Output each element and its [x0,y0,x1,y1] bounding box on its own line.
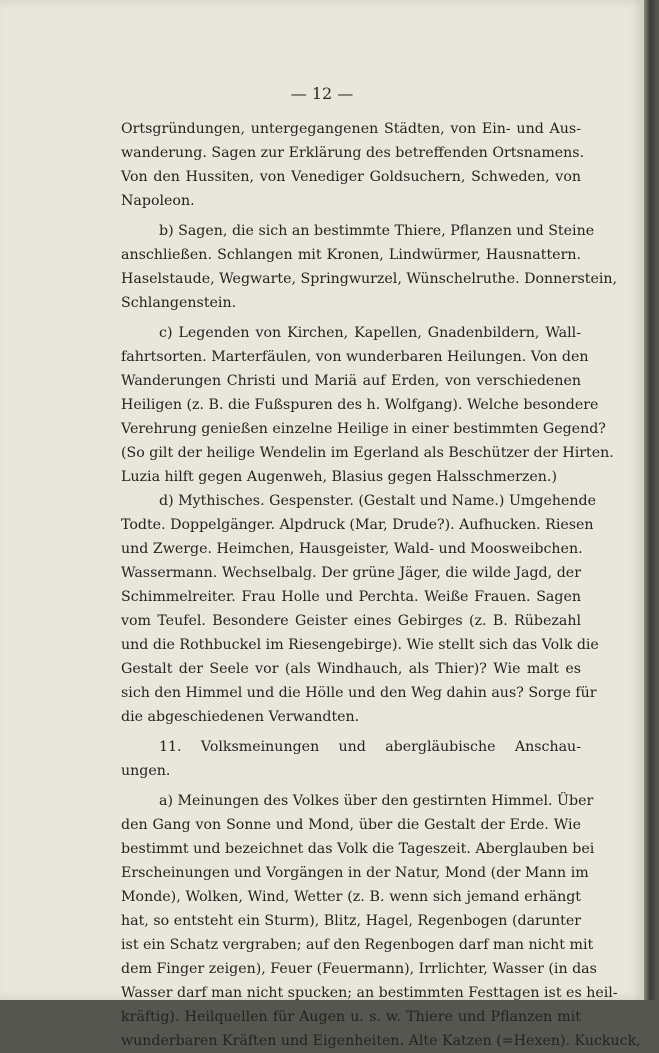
text-line: Schimmelreiter. Frau Holle und Perchta. Weiße Frauen. Sagen [121,589,581,605]
text-line: ungen. [121,763,171,779]
paragraph [121,219,618,315]
text-line: Luzia hilft gegen Augenweh, Blasius gegen Halsschmerzen.) [121,469,557,485]
text-line: hat, so entsteht ein Sturm), Blitz, Hagel, Regenbogen (darunter [121,913,581,929]
text-line: wanderung. Sagen zur Erklärung des betreffenden Ortsnamens. [121,145,585,161]
text-line: Monde), Wolken, Wind, Wetter (z. B. wenn sich jemand erhängt [121,889,581,905]
text-line: b) Sagen, die sich an bestimmte Thiere, Pflanzen und Steine [159,223,595,239]
text-line: Napoleon. [121,193,195,209]
text-line: Todte. Doppelgänger. Alpdruck (Mar, Drude?). Aufhucken. Riesen [121,517,594,533]
text-line: wunderbaren Kräften und Eigenheiten. Alte Katzen (=Hexen). Kuckuck, [121,1033,641,1049]
text-line: sich den Himmel und die Hölle und den Weg dahin aus? Sorge für [121,685,597,701]
text-line: Wanderungen Christi und Mariä auf Erden, von verschiedenen [121,373,581,389]
text-line: Haselstaude, Wegwarte, Springwurzel, Wünschelruthe. Donnerstein, [121,271,618,287]
page-text [121,117,641,1053]
paragraph [121,489,599,729]
text-line: c) Legenden von Kirchen, Kapellen, Gnadenbildern, Wall- [159,325,581,341]
text-line: und Zwerge. Heimchen, Hausgeister, Wald- und Moosweibchen. [121,541,583,557]
text-line: 11. Volksmeinungen und abergläubische Anschau- [159,739,581,755]
text-line: Wassermann. Wechselbalg. Der grüne Jäger, die wilde Jagd, der [121,565,581,581]
paragraph [121,117,585,213]
text-line: Schlangenstein. [121,295,237,311]
text-line: Erscheinungen und Vorgängen in der Natur, Mond (der Mann im [121,865,589,881]
text-line: kräftig). Heilquellen für Augen u. s. w. Thiere und Pflanzen mit [121,1009,581,1025]
text-line: d) Mythisches. Gespenster. (Gestalt und Name.) Umgehende [159,493,596,509]
text-line: Wasser darf man nicht spucken; an bestimmten Festtagen ist es heil- [121,985,618,1001]
text-line: Ortsgründungen, untergegangenen Städten, von Ein- und Aus- [121,121,581,137]
text-line: Von den Hussiten, von Venediger Goldsuchern, Schweden, von [121,169,581,185]
page-number: — 12 — [290,84,354,103]
text-line: dem Finger zeigen), Feuer (Feuermann), Irrlichter, Wasser (in das [121,961,597,977]
text-line: a) Meinungen des Volkes über den gestirnten Himmel. Über [159,793,594,809]
text-line: die abgeschiedenen Verwandten. [121,709,360,725]
text-line: bestimmt und bezeichnet das Volk die Tageszeit. Aberglauben bei [121,841,595,857]
text-line: Verehrung genießen einzelne Heilige in einer bestimmten Gegend? [121,421,606,437]
text-line: vom Teufel. Besondere Geister eines Gebirges (z. B. Rübezahl [121,613,581,629]
text-line: und die Rothbuckel im Riesengebirge). Wie stellt sich das Volk die [121,637,599,653]
text-line: ist ein Schatz vergraben; auf den Regenbogen darf man nicht mit [121,937,594,953]
text-line: anschließen. Schlangen mit Kronen, Lindwürmer, Hausnattern. [121,247,581,263]
text-line: (So gilt der heilige Wendelin im Egerland als Beschützer der Hirten. [121,445,614,461]
paragraph [121,321,614,489]
text-line: Heiligen (z. B. die Fußspuren des h. Wolfgang). Welche besondere [121,397,599,413]
book-spine-shadow [644,0,659,1000]
text-line: fahrtsorten. Marterfäulen, von wunderbaren Heilungen. Von den [121,349,589,365]
text-line: den Gang von Sonne und Mond, über die Gestalt der Erde. Wie [121,817,581,833]
text-line: Gestalt der Seele vor (als Windhauch, als Thier)? Wie malt es [121,661,581,677]
section-heading [121,735,581,783]
paragraph [121,789,641,1053]
